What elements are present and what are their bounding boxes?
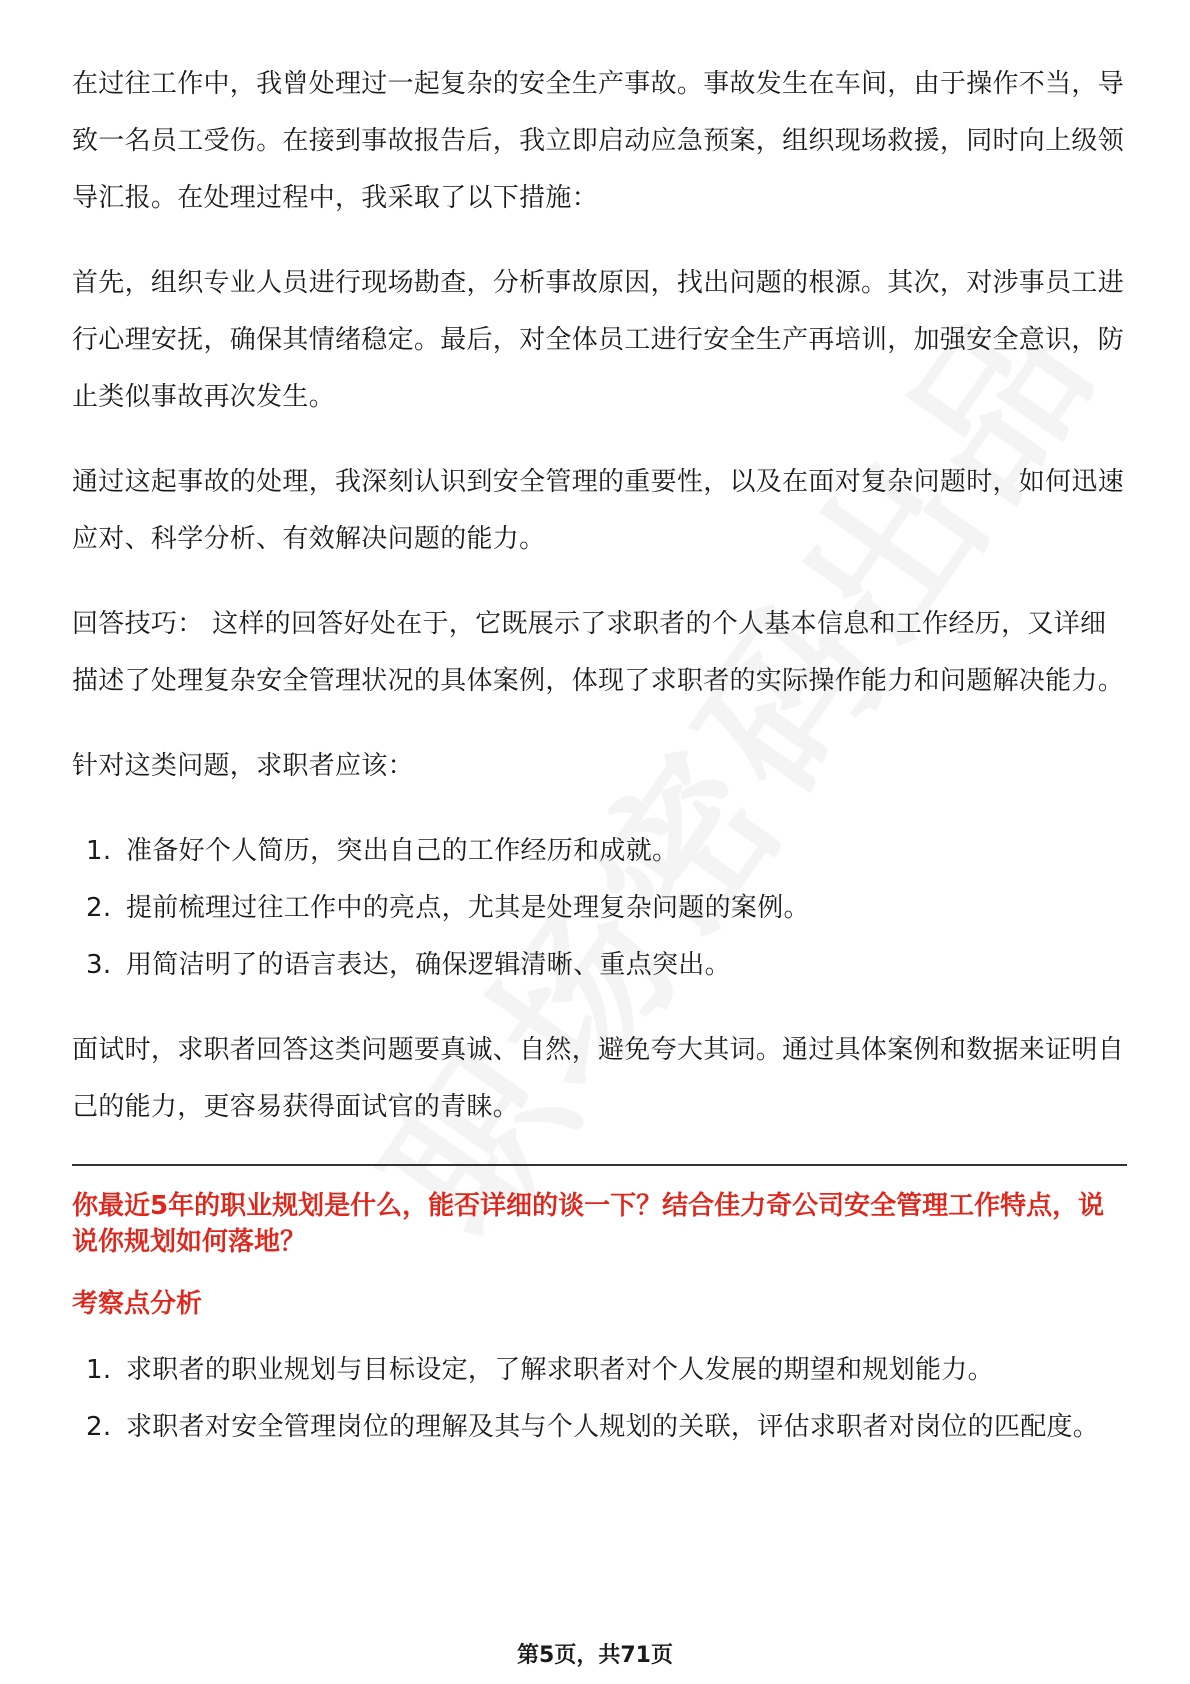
question-heading: 你最近5年的职业规划是什么，能否详细的谈一下？结合佳力奇公司安全管理工作特点，说说你规划如何落地？ <box>72 1191 1105 1257</box>
list-item-number: 2. <box>86 1412 112 1442</box>
paragraph-advice-intro: 针对这类问题，求职者应该： <box>72 751 414 781</box>
paragraph-closing: 面试时，求职者回答这类问题要真诚、自然，避免夸大其词。通过具体案例和数据来证明自己的能力，更容易获得面试官的青睐。 <box>72 1035 1125 1122</box>
list-item-text: 求职者的职业规划与目标设定，了解求职者对个人发展的期望和规划能力。 <box>126 1355 994 1385</box>
section-divider <box>72 1164 1127 1166</box>
list-item <box>72 937 1127 994</box>
tips-list <box>72 823 1127 994</box>
list-item-number: 1. <box>86 836 112 866</box>
paragraph-measures: 首先，组织专业人员进行现场勘查，分析事故原因，找出问题的根源。其次，对涉事员工进行心理安抚，确保其情绪稳定。最后，对全体员工进行安全生产再培训，加强安全意识，防止类似事故再次发生。 <box>72 268 1125 412</box>
paragraph-incident: 在过往工作中，我曾处理过一起复杂的安全生产事故。事故发生在车间，由于操作不当，导致一名员工受伤。在接到事故报告后，我立即启动应急预案，组织现场救援，同时向上级领导汇报。在处理过程中，我采取了以下措施： <box>72 69 1125 213</box>
list-item-text: 准备好个人简历，突出自己的工作经历和成就。 <box>126 836 679 866</box>
list-item-text: 用简洁明了的语言表达，确保逻辑清晰、重点突出。 <box>126 950 731 980</box>
document-page <box>72 56 1127 1484</box>
analysis-list <box>72 1342 1127 1456</box>
list-item-number: 3. <box>86 950 112 980</box>
list-item-number: 1. <box>86 1355 112 1385</box>
page-footer: 第5页，共71页 <box>517 1643 673 1668</box>
paragraph-reflection: 通过这起事故的处理，我深刻认识到安全管理的重要性，以及在面对复杂问题时，如何迅速应对、科学分析、有效解决问题的能力。 <box>72 467 1125 554</box>
list-item-text: 求职者对安全管理岗位的理解及其与个人规划的关联，评估求职者对岗位的匹配度。 <box>126 1412 1100 1442</box>
list-item <box>72 1399 1127 1456</box>
paragraph-answer-tips: 回答技巧： 这样的回答好处在于，它既展示了求职者的个人基本信息和工作经历，又详细描述了处理复杂安全管理状况的具体案例，体现了求职者的实际操作能力和问题解决能力。 <box>72 609 1125 696</box>
analysis-heading: 考察点分析 <box>72 1289 203 1319</box>
list-item-number: 2. <box>86 893 112 923</box>
list-item <box>72 880 1127 937</box>
list-item-text: 提前梳理过往工作中的亮点，尤其是处理复杂问题的案例。 <box>126 893 810 923</box>
list-item <box>72 823 1127 880</box>
list-item <box>72 1342 1127 1399</box>
